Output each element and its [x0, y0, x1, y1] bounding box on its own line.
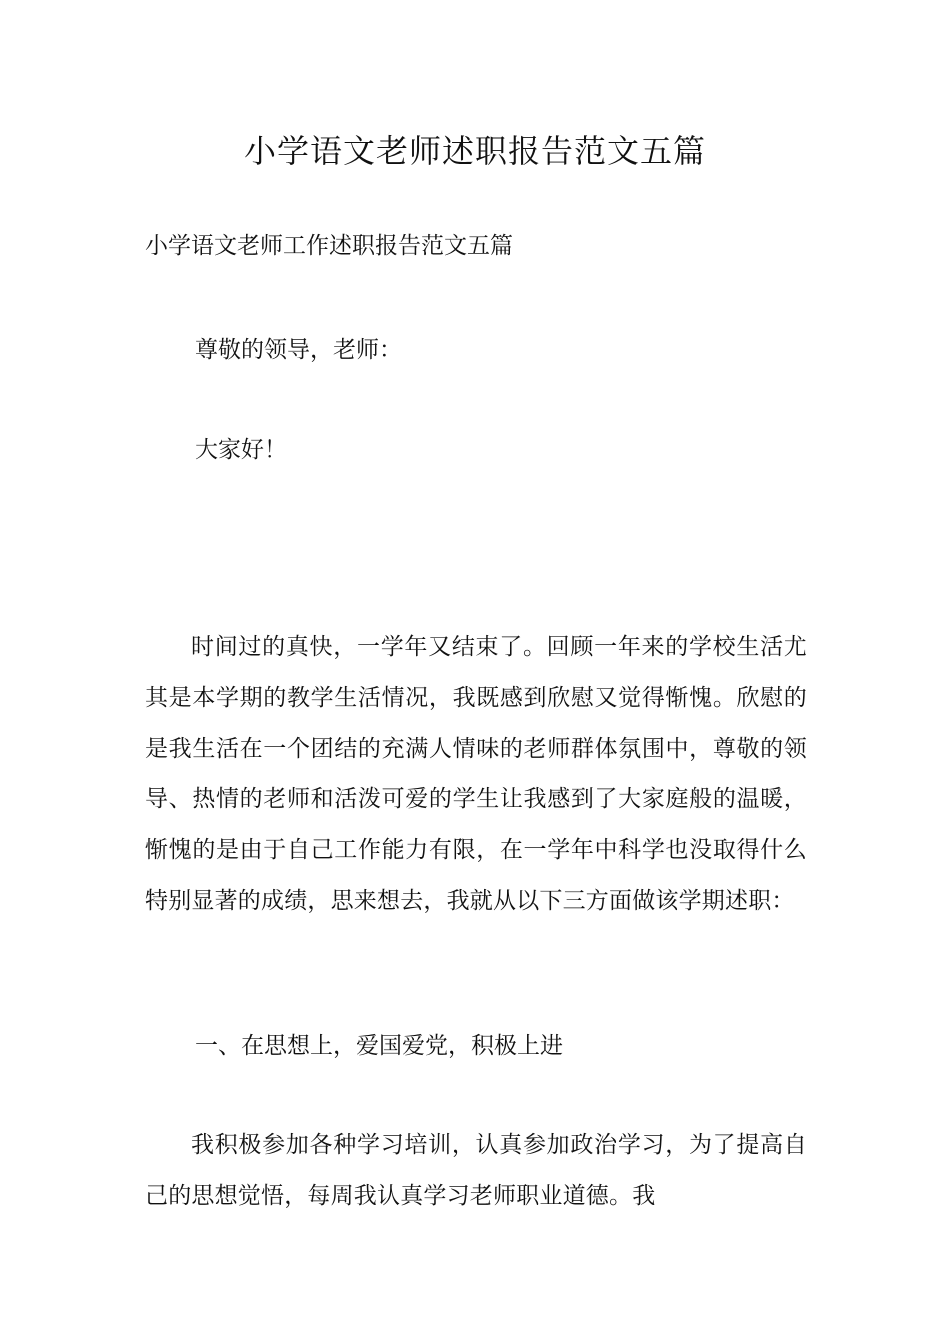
body-paragraph-2: 我积极参加各种学习培训，认真参加政治学习，为了提高自己的思想觉悟，每周我认真学习老师职业道德。我 [145, 1132, 807, 1209]
section-heading-1: 一、在思想上，爱国爱党，积极上进 [195, 1033, 563, 1059]
body-paragraph-1: 时间过的真快，一学年又结束了。回顾一年来的学校生活尤其是本学期的教学生活情况，我既感到欣慰又觉得惭愧。欣慰的是我生活在一个团结的充满人情味的老师群体氛围中，尊敬的领导、热情的老师和活泼可爱的学生让我感到了大家庭般的温暖，惭愧的是由于自己工作能力有限，在一学年中科学也没取得什么特别显著的成绩，思来想去，我就从以下三方面做该学期述职： [145, 634, 807, 914]
document-title: 小学语文老师述职报告范文五篇 [243, 132, 706, 170]
salutation: 尊敬的领导，老师： [195, 337, 402, 363]
greeting: 大家好！ [195, 437, 287, 463]
document-subtitle: 小学语文老师工作述职报告范文五篇 [145, 233, 513, 259]
